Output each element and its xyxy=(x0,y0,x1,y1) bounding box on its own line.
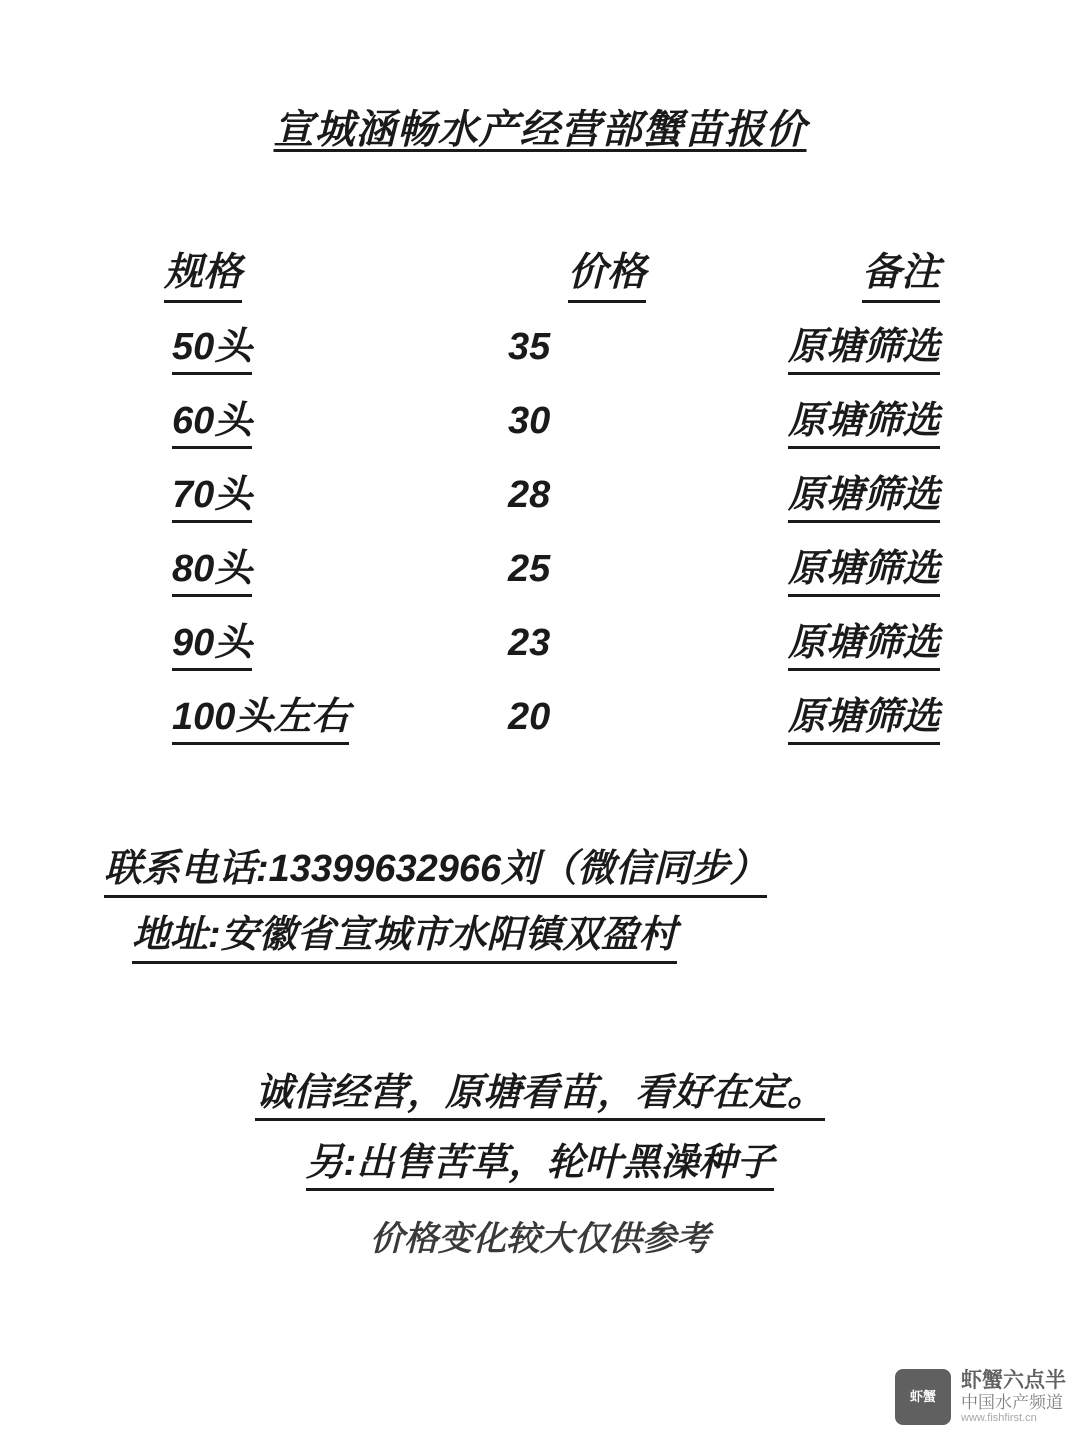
cell-spec: 90头 xyxy=(150,611,460,671)
table-header-row xyxy=(150,241,940,315)
cell-spec: 60头 xyxy=(150,389,460,449)
cell-note: 原塘筛选 xyxy=(706,611,940,671)
watermark-account-name: 虾蟹六点半 xyxy=(961,1368,1066,1392)
cell-price: 28 xyxy=(508,474,551,516)
cell-price: 30 xyxy=(508,400,551,442)
cell-note: 原塘筛选 xyxy=(706,315,940,375)
watermark-url: www.fishfirst.cn xyxy=(961,1412,1037,1425)
slogan-line-2: 另:出售苦草，轮叶黑澡种子 xyxy=(0,1131,1080,1201)
cell-spec: 50头 xyxy=(150,315,460,375)
cell-price: 20 xyxy=(508,696,551,738)
column-header-note: 备注 xyxy=(707,241,940,303)
contact-phone-line: 联系电话:13399632966刘（微信同步） xyxy=(104,837,984,903)
cell-note: 原塘筛选 xyxy=(706,685,940,745)
watermark-text xyxy=(961,1369,1066,1425)
table-row xyxy=(150,537,940,611)
watermark xyxy=(895,1369,1066,1425)
price-table xyxy=(150,241,940,759)
poster-page xyxy=(0,98,1080,1433)
cell-spec: 70头 xyxy=(150,463,460,523)
contact-address-line: 地址:安徽省宣城市水阳镇双盈村 xyxy=(104,903,984,969)
cell-note: 原塘筛选 xyxy=(706,389,940,449)
page-title: 宣城涵畅水产经营部蟹苗报价 xyxy=(273,108,807,152)
table-row xyxy=(150,389,940,463)
column-header-price: 价格 xyxy=(458,241,708,303)
watermark-site-name: 中国水产频道 xyxy=(961,1392,1063,1412)
cell-price: 25 xyxy=(508,548,551,590)
cell-price: 35 xyxy=(508,326,551,368)
cell-spec: 100头左右 xyxy=(150,685,460,745)
cell-note: 原塘筛选 xyxy=(706,463,940,523)
column-header-spec: 规格 xyxy=(150,241,458,303)
table-row xyxy=(150,463,940,537)
contact-block xyxy=(104,837,984,969)
slogan-block xyxy=(0,1061,1080,1260)
cell-price: 23 xyxy=(508,622,551,664)
price-disclaimer: 价格变化较大仅供参考 xyxy=(370,1220,710,1258)
table-row xyxy=(150,315,940,389)
slogan-line-1: 诚信经营，原塘看苗，看好在定。 xyxy=(0,1061,1080,1131)
watermark-logo-icon: 虾蟹 xyxy=(895,1369,951,1425)
cell-spec: 80头 xyxy=(150,537,460,597)
table-row xyxy=(150,685,940,759)
table-row xyxy=(150,611,940,685)
cell-note: 原塘筛选 xyxy=(706,537,940,597)
